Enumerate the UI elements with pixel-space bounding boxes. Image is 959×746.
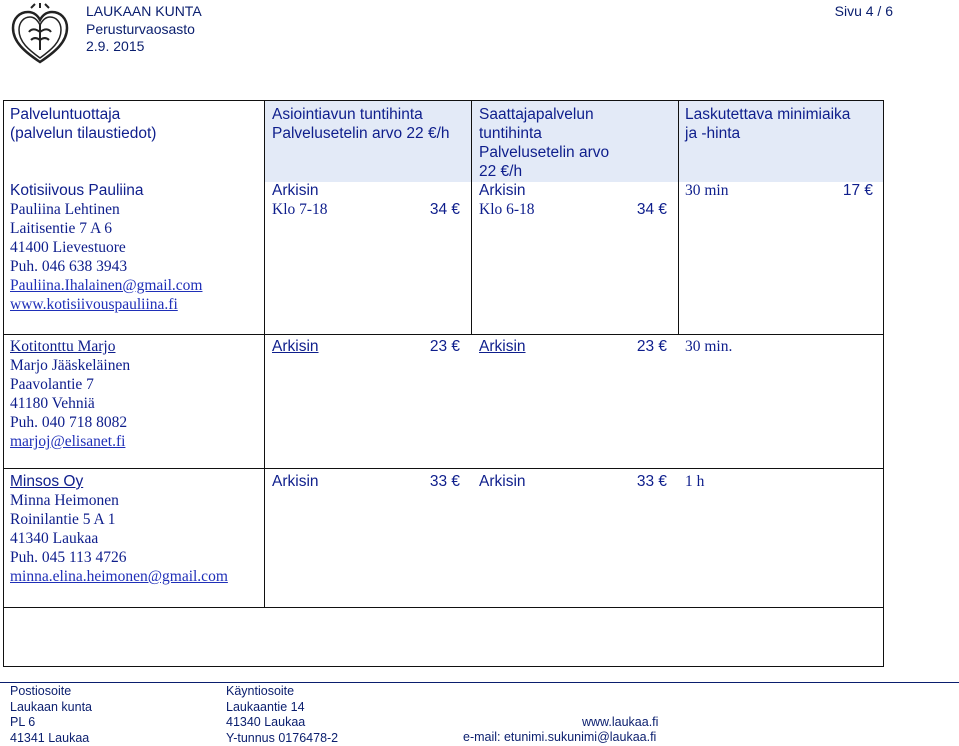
asiointi-cell: Arkisin 23 € [272, 338, 460, 355]
laukaa-heart-logo-icon [7, 2, 73, 68]
provider-name: Kotisiivous Pauliina [10, 182, 144, 199]
footer-web[interactable]: www.laukaa.fi [582, 715, 659, 729]
price: 33 € [429, 473, 460, 490]
minimi-cell: 1 h [685, 473, 705, 490]
saattaja-cell: Arkisin Klo 6-18 34 € [479, 182, 667, 218]
footer-postal-address: Postiosoite Laukaan kunta PL 6 41341 Laukaa [10, 684, 93, 745]
price: 33 € [636, 473, 667, 490]
provider-name: Minsos Oy [10, 473, 84, 490]
asiointi-cell: Arkisin 33 € [272, 473, 460, 490]
footer-email[interactable]: e-mail: etunimi.sukunimi@laukaa.fi [463, 730, 657, 744]
minimi-cell: 30 min 17 € [685, 182, 873, 199]
footer-visit-address: Käyntiosoite Laukaantie 14 41340 Laukaa Y-tunnus 0176478-2 [226, 684, 339, 745]
price: 23 € [636, 338, 667, 355]
header-date: 2.9. 2015 [86, 38, 145, 54]
price: 34 € [429, 201, 460, 218]
web-link[interactable]: www.kotisiivouspauliina.fi [10, 296, 178, 313]
table-row: Minsos Oy Minna Heimonen Roinilantie 5 A 1 41340 Laukaa Puh. 045 113 4726 minna.elina.heimonen@gmail.com [10, 473, 228, 585]
email-link[interactable]: Pauliina.Ihalainen@gmail.com [10, 277, 203, 294]
email-link[interactable]: marjoj@elisanet.fi [10, 433, 126, 450]
price: 34 € [636, 201, 667, 218]
asiointi-cell: Arkisin Klo 7-18 34 € [272, 182, 460, 218]
page-number: Sivu 4 / 6 [834, 3, 893, 19]
saattaja-cell: Arkisin 23 € [479, 338, 667, 355]
table-row: Kotisiivous Pauliina Pauliina Lehtinen Laitisentie 7 A 6 41400 Lievestuore Puh. 046 638 3943 Pauliina.Ihalainen@gmail.com www.kotisiivouspauliina.fi [10, 182, 203, 313]
header-org: LAUKAAN KUNTA [86, 3, 202, 19]
price: 23 € [429, 338, 460, 355]
header-dept: Perusturvaosasto [86, 20, 195, 37]
footer-divider [0, 682, 959, 683]
header-org-block [86, 3, 202, 56]
header-asiointi: Asiointiavun tuntihinta Palvelusetelin arvo 22 €/h [272, 106, 450, 142]
table-row: Kotitonttu Marjo Marjo Jääskeläinen Paavolantie 7 41180 Vehniä Puh. 040 718 8082 marjoj@elisanet.fi [10, 338, 131, 450]
minimi-cell: 30 min. [685, 338, 733, 355]
header-saattaja: Saattajapalvelun tuntihinta Palvelusetelin arvo 22 €/h [479, 106, 610, 180]
service-provider-table [3, 100, 884, 667]
provider-name: Kotitonttu Marjo [10, 338, 116, 355]
saattaja-cell: Arkisin 33 € [479, 473, 667, 490]
header-minimi: Laskutettava minimiaika ja -hinta [685, 106, 851, 142]
footer [0, 684, 959, 745]
header-provider: Palveluntuottaja (palvelun tilaustiedot) [10, 106, 157, 142]
email-link[interactable]: minna.elina.heimonen@gmail.com [10, 568, 228, 585]
price: 17 € [842, 182, 873, 199]
